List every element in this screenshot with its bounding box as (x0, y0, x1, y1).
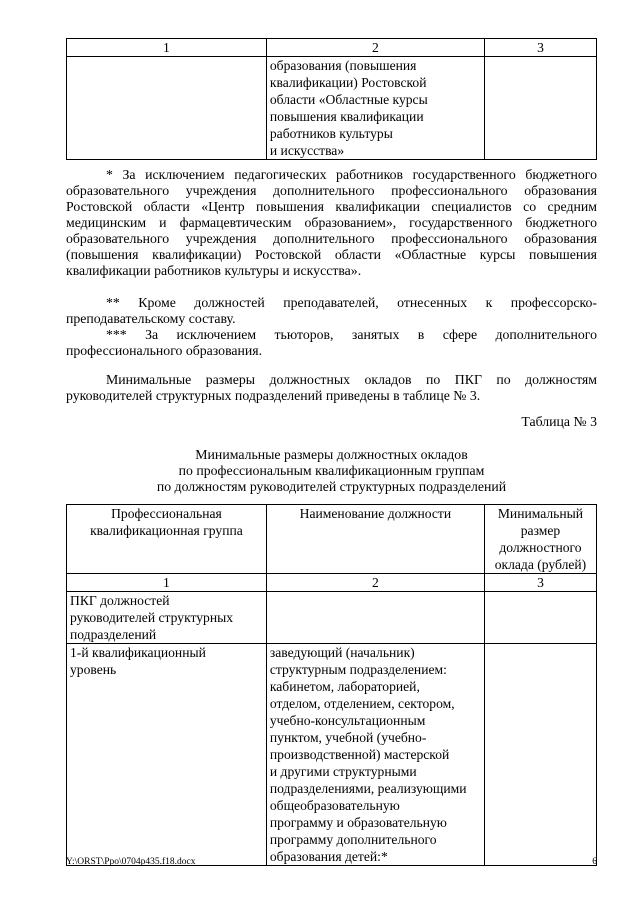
table-label: Таблица № 3 (521, 414, 597, 429)
header-row (67, 505, 597, 574)
table-title-line: Минимальные размеры должностных окладов (195, 447, 468, 462)
cell-line: общеобразовательную (269, 798, 400, 813)
table-title-line: по профессиональным квалификационным группам (178, 463, 485, 478)
header-line: оклада (рублей) (494, 557, 587, 572)
header-line: квалификационная группа (90, 523, 243, 538)
footer-file-path: Y:\ORST\Ppo\0704p435.f18.docx (66, 857, 196, 867)
cell-line: образования детей:* (269, 849, 388, 864)
col-number-1: 1 (67, 39, 267, 57)
footnote-3: *** За исключением тьюторов, занятых в сфере дополнительного профессионального образования. (66, 327, 597, 358)
cell-line: заведующий (начальник) (269, 645, 415, 660)
empty-cell (266, 592, 484, 644)
empty-cell (484, 644, 596, 866)
cell-line: работников культуры (269, 126, 393, 141)
cell-line: структурным подразделением: (269, 662, 447, 677)
cell-line: 1-й квалификационный (70, 645, 206, 660)
header-line: должностного (499, 540, 582, 555)
table-title-line: по должностям руководителей структурных подразделений (156, 479, 507, 494)
column-number-row (67, 574, 597, 592)
cell-line: учебно-консультационным (269, 713, 426, 728)
empty-cell (484, 57, 596, 160)
cell-line: ПКГ должностей (70, 593, 170, 608)
col-number-3: 3 (484, 574, 596, 592)
footnote-2: ** Кроме должностей преподавателей, отнесенных к профессорско-преподавательскому составу. (66, 295, 597, 326)
position-cell (266, 644, 484, 866)
organization-cell (266, 57, 484, 160)
cell-line: повышения квалификации (269, 109, 424, 124)
group-cell (67, 592, 267, 644)
empty-cell (67, 57, 267, 160)
continuation-table (66, 38, 597, 160)
cell-line: и искусства» (269, 143, 345, 158)
cell-line: кабинетом, лабораторией, (269, 679, 420, 694)
col-number-3: 3 (484, 39, 596, 57)
cell-line: руководителей структурных (70, 610, 234, 625)
empty-cell (484, 592, 596, 644)
header-position-name: Наименование должности (266, 505, 484, 574)
table-row (67, 57, 597, 160)
header-line: Минимальный (497, 506, 584, 521)
table-row (67, 592, 597, 644)
column-number-row (67, 39, 597, 57)
page-number: 6 (592, 857, 597, 867)
cell-line: программу и образовательную (269, 815, 447, 830)
header-qualification-group (67, 505, 267, 574)
cell-line: отделом, отделением, сектором, (269, 696, 455, 711)
table-row (67, 644, 597, 866)
cell-line: подразделениями, реализующими (269, 781, 467, 796)
header-minimum-salary (484, 505, 596, 574)
header-line: Профессиональная (111, 506, 222, 521)
footnote-1: * За исключением педагогических работников государственного бюджетного образовательного учреждения дополнительного профессионального образования Ростовской области «Центр повышения квалификации специалистов со средним медицинским и фармацевтическим образованием», государственного бюджетного образовательного учреждения дополнительного профессионального образования (повышения квалификации) Ростовской области «Областные курсы повышения квалификации работников культуры и искусства». (66, 167, 597, 278)
salary-table (66, 504, 597, 866)
cell-line: области «Областные курсы (269, 92, 428, 107)
intro-paragraph: Минимальные размеры должностных окладов по ПКГ по должностям руководителей структурных подразделений приведены в таблице № 3. (66, 372, 597, 403)
cell-line: и другими структурными (269, 764, 417, 779)
table-title (66, 447, 597, 495)
cell-line: программу дополнительного (269, 832, 437, 847)
cell-line: образования (повышения (269, 58, 417, 73)
level-cell (67, 644, 267, 866)
cell-line: квалификации) Ростовской (269, 75, 427, 90)
cell-line: уровень (70, 662, 117, 677)
col-number-1: 1 (67, 574, 267, 592)
col-number-2: 2 (266, 39, 484, 57)
cell-line: подразделений (70, 627, 157, 642)
cell-line: пунктом, учебной (учебно- (269, 730, 427, 745)
cell-line: производственной) мастерской (269, 747, 450, 762)
col-number-2: 2 (266, 574, 484, 592)
header-line: размер (520, 523, 561, 538)
